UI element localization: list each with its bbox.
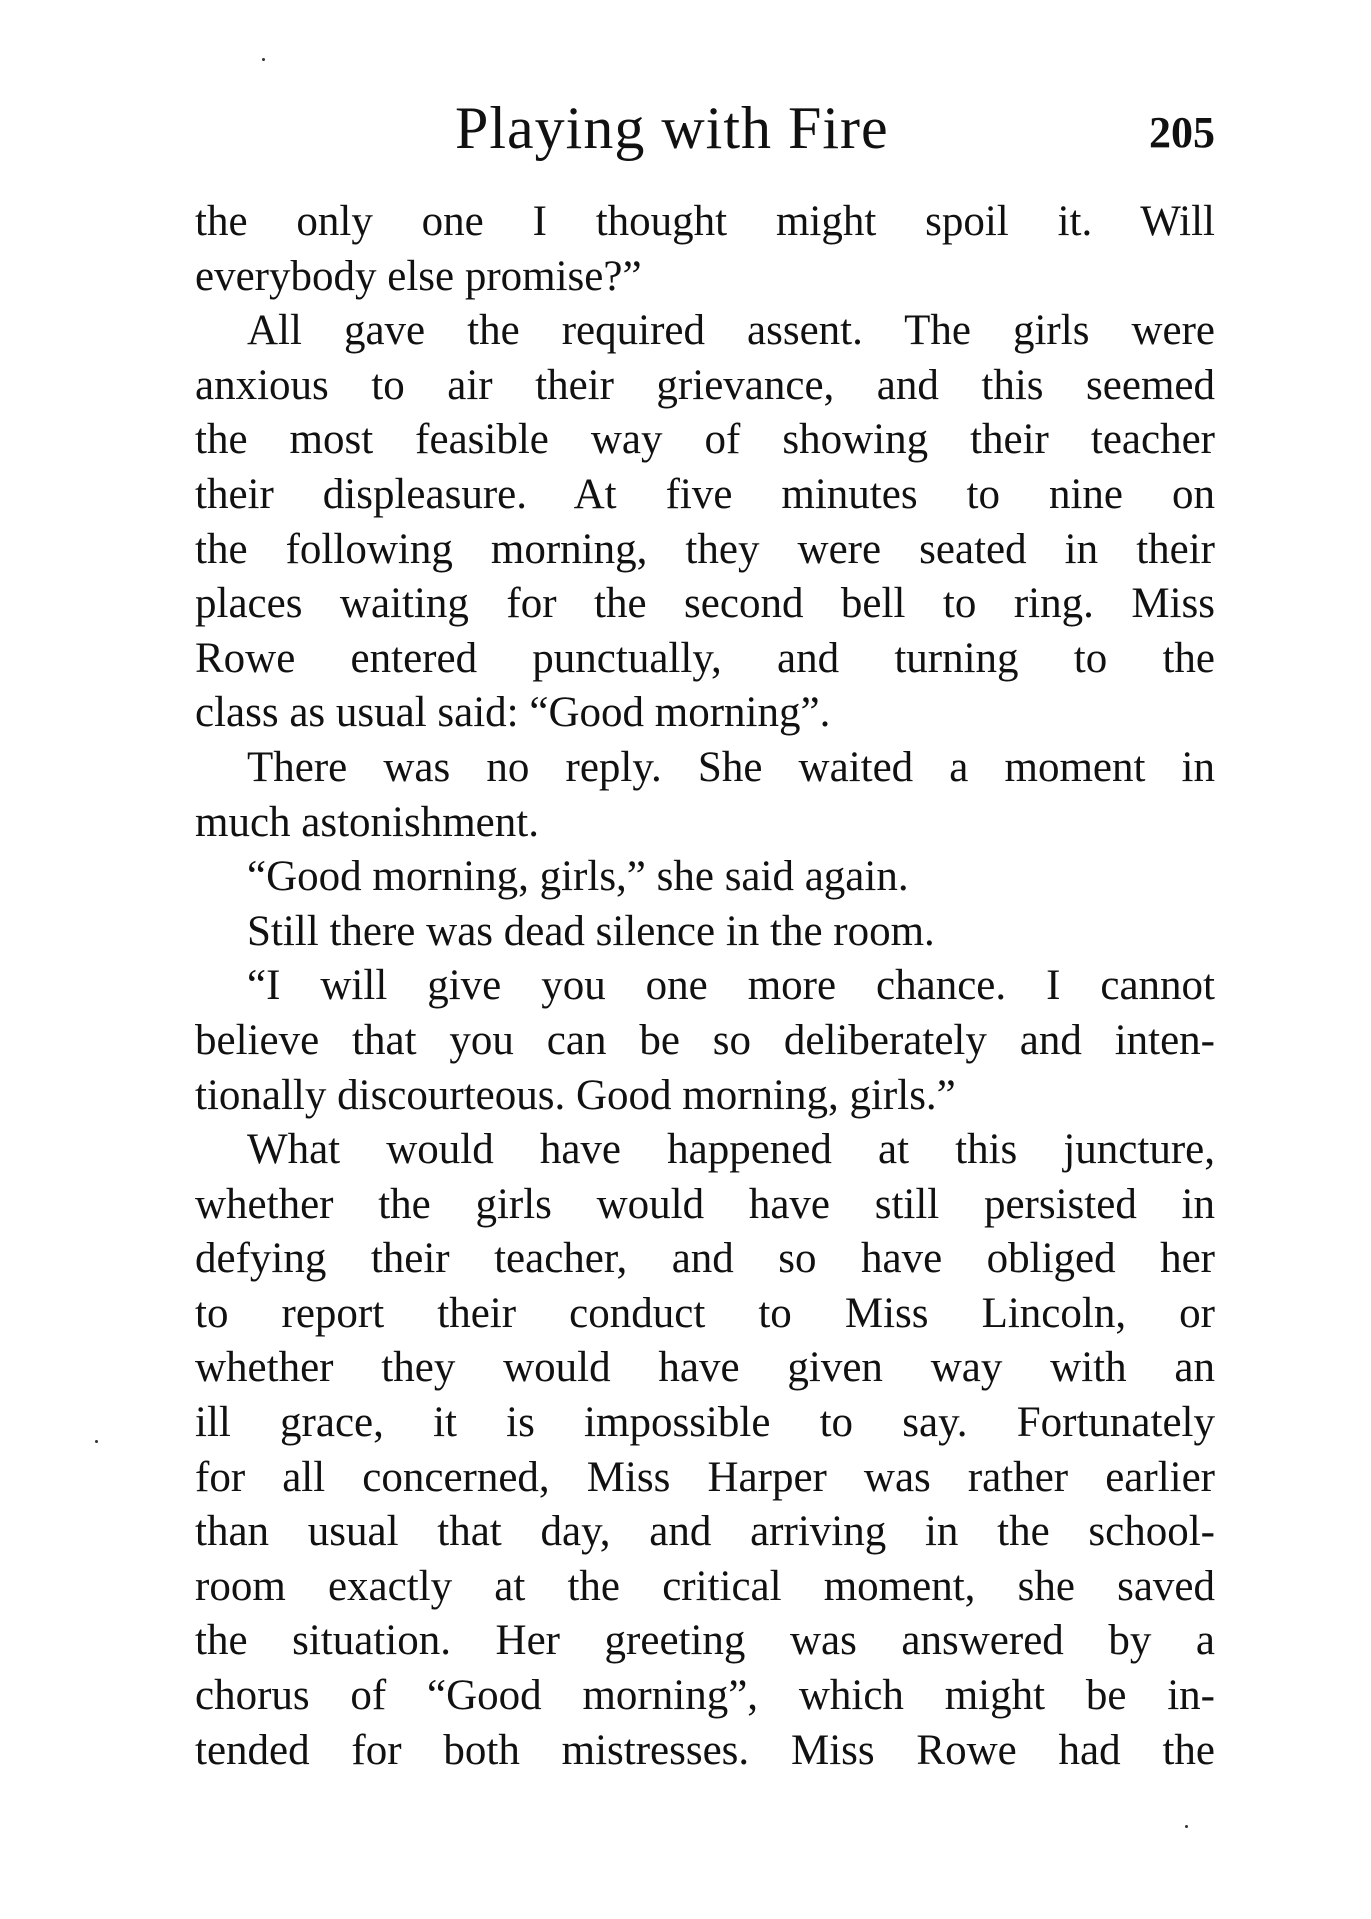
text-line: What would have happened at this juncture,: [247, 1126, 1215, 1174]
text-line: their displeasure. At five minutes to nine on: [195, 470, 1215, 518]
text-line: the only one I thought might spoil it. Will: [195, 198, 1215, 245]
running-title: Playing with Fire: [455, 95, 889, 161]
text-line: “I will give you one more chance. I cannot: [247, 962, 1215, 1010]
text-line: everybody else promise?”: [195, 252, 642, 300]
text-line: whether the girls would have still persisted in: [195, 1180, 1215, 1228]
text-line: for all concerned, Miss Harper was rather earlier: [195, 1453, 1215, 1501]
text-line: the following morning, they were seated in their: [195, 525, 1215, 573]
text-line: than usual that day, and arriving in the school-: [195, 1508, 1215, 1556]
text-line: ill grace, it is impossible to say. Fortunately: [195, 1399, 1215, 1447]
text-line: All gave the required assent. The girls were: [247, 307, 1215, 355]
scan-speck: [1185, 1825, 1188, 1828]
page-number: 205: [1149, 108, 1215, 157]
scan-speck: [95, 1440, 98, 1443]
text-line: tended for both mistresses. Miss Rowe had the: [195, 1726, 1215, 1774]
text-line: believe that you can be so deliberately and inten-: [195, 1016, 1215, 1064]
text-line: Still there was dead silence in the room.: [247, 907, 935, 955]
text-line: to report their conduct to Miss Lincoln, or: [195, 1289, 1215, 1337]
text-line: places waiting for the second bell to ring. Miss: [195, 580, 1215, 628]
text-line: the situation. Her greeting was answered by a: [195, 1617, 1215, 1665]
text-line: chorus of “Good morning”, which might be in-: [195, 1672, 1215, 1720]
text-line: “Good morning, girls,” she said again.: [247, 853, 909, 901]
text-line: tionally discourteous. Good morning, girls.”: [195, 1071, 956, 1119]
text-line: room exactly at the critical moment, she saved: [195, 1562, 1215, 1610]
body-text: [195, 195, 1215, 1778]
text-line: There was no reply. She waited a moment in: [247, 743, 1215, 791]
text-line: anxious to air their grievance, and this seemed: [195, 361, 1215, 409]
text-line: the most feasible way of showing their teacher: [195, 416, 1215, 464]
text-line: whether they would have given way with an: [195, 1344, 1215, 1392]
text-line: much astonishment.: [195, 798, 539, 846]
text-line: defying their teacher, and so have obliged her: [195, 1235, 1215, 1283]
text-line: class as usual said: “Good morning”.: [195, 689, 831, 737]
text-line: Rowe entered punctually, and turning to the: [195, 634, 1215, 682]
scan-speck: [262, 58, 265, 61]
running-head: [195, 88, 1215, 168]
